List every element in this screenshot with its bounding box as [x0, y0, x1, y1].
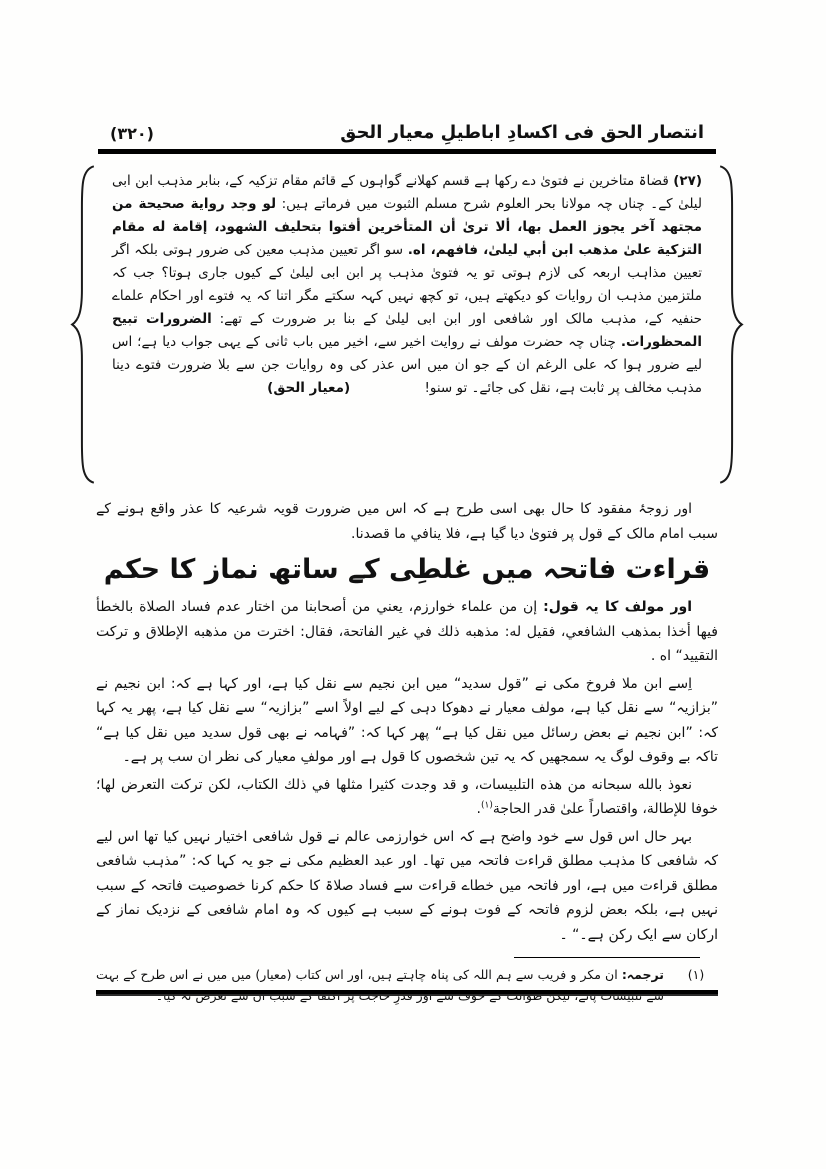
footnote-marker: (۱) — [687, 967, 705, 982]
footnote — [96, 964, 718, 1006]
paragraph-bahar-hal: بہر حال اس قول سے خود واضح ہے کہ اس خوارزمی عالم نے قول شافعی اختیار نہیں کیا تھا اس لیے کہ شافعی کا مذہب مطلق قراءت فاتحہ میں تھا۔ اور عبد العظیم مکی نے جو یہ کہا کہ: ”مذہب شافعی مطلق قراءت میں ہے، اور فاتحہ میں خطاے قراءت سے فساد صلاۃ کا حکم کرنا خصوصیت فاتحہ کے سبب نہیں ہے، بلکہ بعض لزوم فاتحہ کے فوت ہونے کے سبب ہے کیوں کہ وہ امام شافعی کے نزدیک نماز کے ارکان سے ایک رکن ہے۔“ ۔ — [96, 828, 718, 943]
paragraph-taawwuz-arabic: نعوذ بالله سبحانه من هذه التلبيسات، و قد وجدت كثيرا مثلها في ذلك الكتاب، لكن تركت التعرض لها؛ خوفا للإطالة، واقتصاراً علىٰ قدر الحاجة — [96, 776, 718, 817]
paragraph-taawwuz — [96, 773, 718, 822]
paragraph-qawl — [96, 595, 718, 669]
footnote-label: ترجمہ: — [621, 967, 664, 982]
quotation-number: (۲۷) — [673, 173, 703, 189]
section-heading: قراءت فاتحہ میں غلطِی کے ساتھ نماز کا حکم — [103, 554, 711, 585]
footnote-text: ان مکر و فریب سے ہم اللہ کی پناہ چاہتے ہیں، اور اس کتاب (معیار) میں میں نے اس طرح کے بہت سے تلبیسات پائے، لیکن طوالت کے خوف سے اور قدرِ حاجت پر اکتفا کے سبب ان سے تعرض نہ کیا۔ — [96, 967, 664, 1003]
footnote-body — [96, 964, 664, 1006]
paragraph-mafqud-arabic: فلا ينافي ما قصدنا. — [351, 525, 461, 542]
quotation-box — [70, 162, 744, 487]
quotation-urdu-2: سو اگر تعیین مذہب معین کی ضرور ہوتی بلکہ اگر تعیین مذاہب اربعہ کی لازم ہوتی تو یہ فتویٰ مذہب پر ابن ابی لیلیٰ کے کیوں جاری ہوتا؟ جب کہ ملتزمین مذہب ان روایات کو دیکھتے ہیں، تو کچھ نہیں کہہ سکتے مگر اتنا کہ یہ فتوے اور احکام علماے حنفیہ کے، مذہب مالک اور شافعی اور ابن ابی لیلیٰ کے بنا بر ضرورت کے تھے: — [112, 242, 702, 327]
right-brace-icon — [718, 162, 744, 487]
quotation-urdu-1: قضاۃ متاخرین نے فتویٰ دے رکھا ہے قسم کھلانے گواہوں کے قائم مقام تزکیہ کے، بنابر مذہب ابن ابی لیلیٰ کے۔ چناں چہ مولانا بحر العلوم شرح مسلم الثبوت میں فرماتے ہیں: — [112, 173, 702, 212]
quotation-arabic-1: لو وجد رواية صحيحة من مجتهد آخر يجوز العمل بها، ألا ترىٰ أن المتأخرين أفتوا بتحليف الشهود، إقامة له مقام التزكية علىٰ مذهب ابن أبي ليلىٰ، فافهم، اه. — [112, 196, 702, 258]
paragraph-qawl-intro: اور مولف کا یہ قول: — [543, 599, 693, 615]
paragraph-mafqud — [96, 497, 718, 546]
quotation-attribution: (معیار الحق) — [267, 380, 351, 396]
quotation-text — [96, 162, 718, 487]
bottom-rule — [96, 990, 718, 996]
footnote-separator — [514, 957, 700, 958]
left-brace-icon — [70, 162, 96, 487]
page-number: (۳۲۰) — [110, 124, 154, 143]
paragraph-qawl-arabic: إن من علماء خوارزم، يعني من أصحابنا من اختار عدم فساد الصلاة بالخطأ فيها أخذا بمذهب الشافعي، فقيل له: مذهبه ذلك في غير الفاتحة، فقال: اخترت من مذهبه الإطلاق و تركت التقييد“ اه . — [96, 599, 718, 664]
quotation-urdu-3: چناں چہ حضرت مولف نے روایت اخیر سے، اخیر میں باب ثانی کے یہی جواب دیا ہے؛ اس لیے ضرور ہوا کہ علی الرغم ان کے جو ان میں اس عذر کی وہ روایات جن سے بلا ضرورت فتوے دینا مذہب مخالف پر ثابت ہے، نقل کی جائے۔ تو سنو! — [112, 334, 702, 396]
paragraph-taawwuz-tail: . — [476, 801, 481, 817]
paragraph-mafqud-urdu: اور زوجۂ مفقود کا حال بھی اسی طرح ہے کہ اس میں ضرورت قویہ شرعیہ کا عذر واقع ہونے کے سبب امام مالک کے قول پر فتویٰ دیا گیا ہے، — [96, 501, 718, 542]
running-title: انتصار الحق فی اکسادِ اباطیلِ معیار الحق — [340, 122, 704, 143]
footnote-reference: (۱) — [481, 800, 493, 811]
header-rule — [98, 149, 716, 154]
quotation-arabic-2: الضرورات تبيح المحظورات. — [112, 311, 702, 350]
page-header — [96, 122, 718, 147]
paragraph-naql: اِسے ابن ملا فروخ مکی نے ”قول سدید“ میں ابن نجیم سے نقل کیا ہے، اور کہا ہے کہ: ابن نجیم نے ”بزازیہ“ سے نقل کیا ہے، مولف معیار نے دھوکا دہی کے لیے اولاً اسے ”بزازیہ“ سے نقل کیا ہے، پھر یہ کہا کہ: ”ابن نجیم نے بعض رسائل میں نقل کیا ہے“ پھر کہا کہ: ”فہامہ نے بھی قول سدید میں نقل کیا ہے“ تاکہ بے وقوف لوگ یہ سمجھیں کہ یہ تین شخصوں کا قول ہے اور مولفِ معیار کی نظر ان سب پر ہے۔ — [96, 675, 718, 765]
